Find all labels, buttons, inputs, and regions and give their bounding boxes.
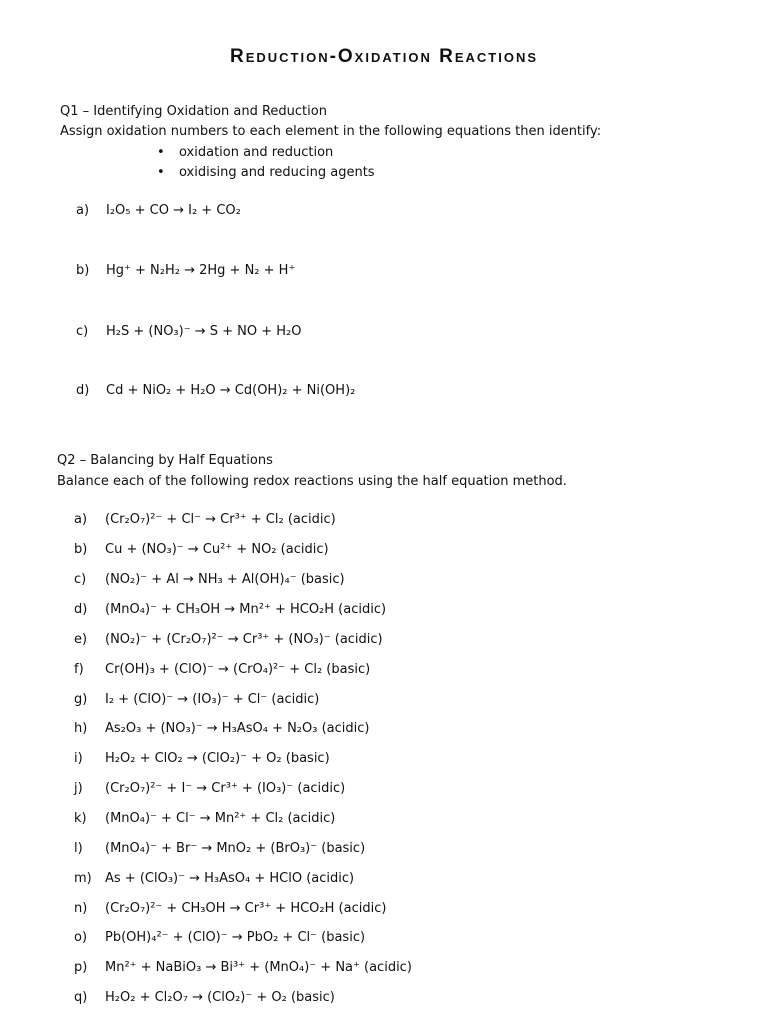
item-label: q) [74,990,88,1005]
item-label: d) [76,383,90,398]
equation-text: Cr(OH)₃ + (ClO)⁻ → (CrO₄)²⁻ + Cl₂ (basic) [105,662,371,677]
q2-instruction: Balance each of the following redox reactions using the half equation method. [57,474,567,489]
equation-text: Cu + (NO₃)⁻ → Cu²⁺ + NO₂ (acidic) [105,542,329,557]
item-label: k) [74,811,87,826]
equation-text: (NO₂)⁻ + (Cr₂O₇)²⁻ → Cr³⁺ + (NO₃)⁻ (acidic) [105,632,383,647]
item-label: c) [74,572,87,587]
q1-heading: Q1 – Identifying Oxidation and Reduction [60,104,327,119]
q1-item-d [76,383,355,398]
equation-text: (MnO₄)⁻ + Cl⁻ → Mn²⁺ + Cl₂ (acidic) [105,811,336,826]
item-label: i) [74,751,83,766]
item-label: g) [74,692,88,707]
q2-item-m [74,871,354,886]
item-label: f) [74,662,84,677]
equation-text: (Cr₂O₇)²⁻ + I⁻ → Cr³⁺ + (IO₃)⁻ (acidic) [105,781,346,796]
item-label: o) [74,930,88,945]
equation-text: (Cr₂O₇)²⁻ + Cl⁻ → Cr³⁺ + Cl₂ (acidic) [105,512,336,527]
item-label: b) [74,542,88,557]
q1-bullet-list [157,143,375,183]
q2-item-q [74,990,335,1005]
q2-item-j [74,781,345,796]
q2-item-k [74,811,335,826]
q2-item-o [74,930,365,945]
item-label: n) [74,901,88,916]
q2-item-d [74,602,386,617]
q2-item-c [74,572,345,587]
equation-text: Mn²⁺ + NaBiO₃ → Bi³⁺ + (MnO₄)⁻ + Na⁺ (acidic) [105,960,412,975]
item-label: b) [76,263,90,278]
q2-item-b [74,542,329,557]
equation-text: As + (ClO₃)⁻ → H₃AsO₄ + HClO (acidic) [105,871,355,886]
q2-item-f [74,662,370,677]
item-label: l) [74,841,83,856]
equation-text: (MnO₄)⁻ + Br⁻ → MnO₂ + (BrO₃)⁻ (basic) [105,841,366,856]
equation-text: (Cr₂O₇)²⁻ + CH₃OH → Cr³⁺ + HCO₂H (acidic) [105,901,387,916]
bullet-item: • oxidising and reducing agents [157,163,375,183]
equation-text: Pb(OH)₄²⁻ + (ClO)⁻ → PbO₂ + Cl⁻ (basic) [105,930,366,945]
equation-text: Hg⁺ + N₂H₂ → 2Hg + N₂ + H⁺ [106,263,296,278]
q1-instruction: Assign oxidation numbers to each element in the following equations then identify: [60,124,602,139]
equation-text: H₂S + (NO₃)⁻ → S + NO + H₂O [106,324,302,339]
q2-item-h [74,721,369,736]
item-label: h) [74,721,88,736]
item-label: a) [74,512,88,527]
q2-item-p [74,960,412,975]
q2-item-i [74,751,330,766]
q2-item-e [74,632,383,647]
item-label: c) [76,324,89,339]
item-label: p) [74,960,88,975]
q1-item-c [76,324,301,339]
bullet-item: • oxidation and reduction [157,143,375,163]
equation-text: (MnO₄)⁻ + CH₃OH → Mn²⁺ + HCO₂H (acidic) [105,602,387,617]
equation-text: H₂O₂ + ClO₂ → (ClO₂)⁻ + O₂ (basic) [105,751,330,766]
page-title: Reduction-Oxidation Reactions [229,46,539,67]
item-label: d) [74,602,88,617]
equation-text: As₂O₃ + (NO₃)⁻ → H₃AsO₄ + N₂O₃ (acidic) [105,721,370,736]
equation-text: H₂O₂ + Cl₂O₇ → (ClO₂)⁻ + O₂ (basic) [105,990,335,1005]
q1-item-a [76,203,241,218]
q2-item-g [74,692,319,707]
item-label: a) [76,203,90,218]
equation-text: (NO₂)⁻ + Al → NH₃ + Al(OH)₄⁻ (basic) [105,572,345,587]
q2-heading: Q2 – Balancing by Half Equations [57,453,273,468]
q2-item-l [74,841,365,856]
item-label: e) [74,632,88,647]
q2-item-n [74,901,386,916]
equation-text: Cd + NiO₂ + H₂O → Cd(OH)₂ + Ni(OH)₂ [106,383,356,398]
item-label: m) [74,871,92,886]
q2-item-a [74,512,336,527]
equation-text: I₂ + (ClO)⁻ → (IO₃)⁻ + Cl⁻ (acidic) [105,692,320,707]
item-label: j) [74,781,83,796]
equation-text: I₂O₅ + CO → I₂ + CO₂ [106,203,241,218]
q1-item-b [76,263,295,278]
